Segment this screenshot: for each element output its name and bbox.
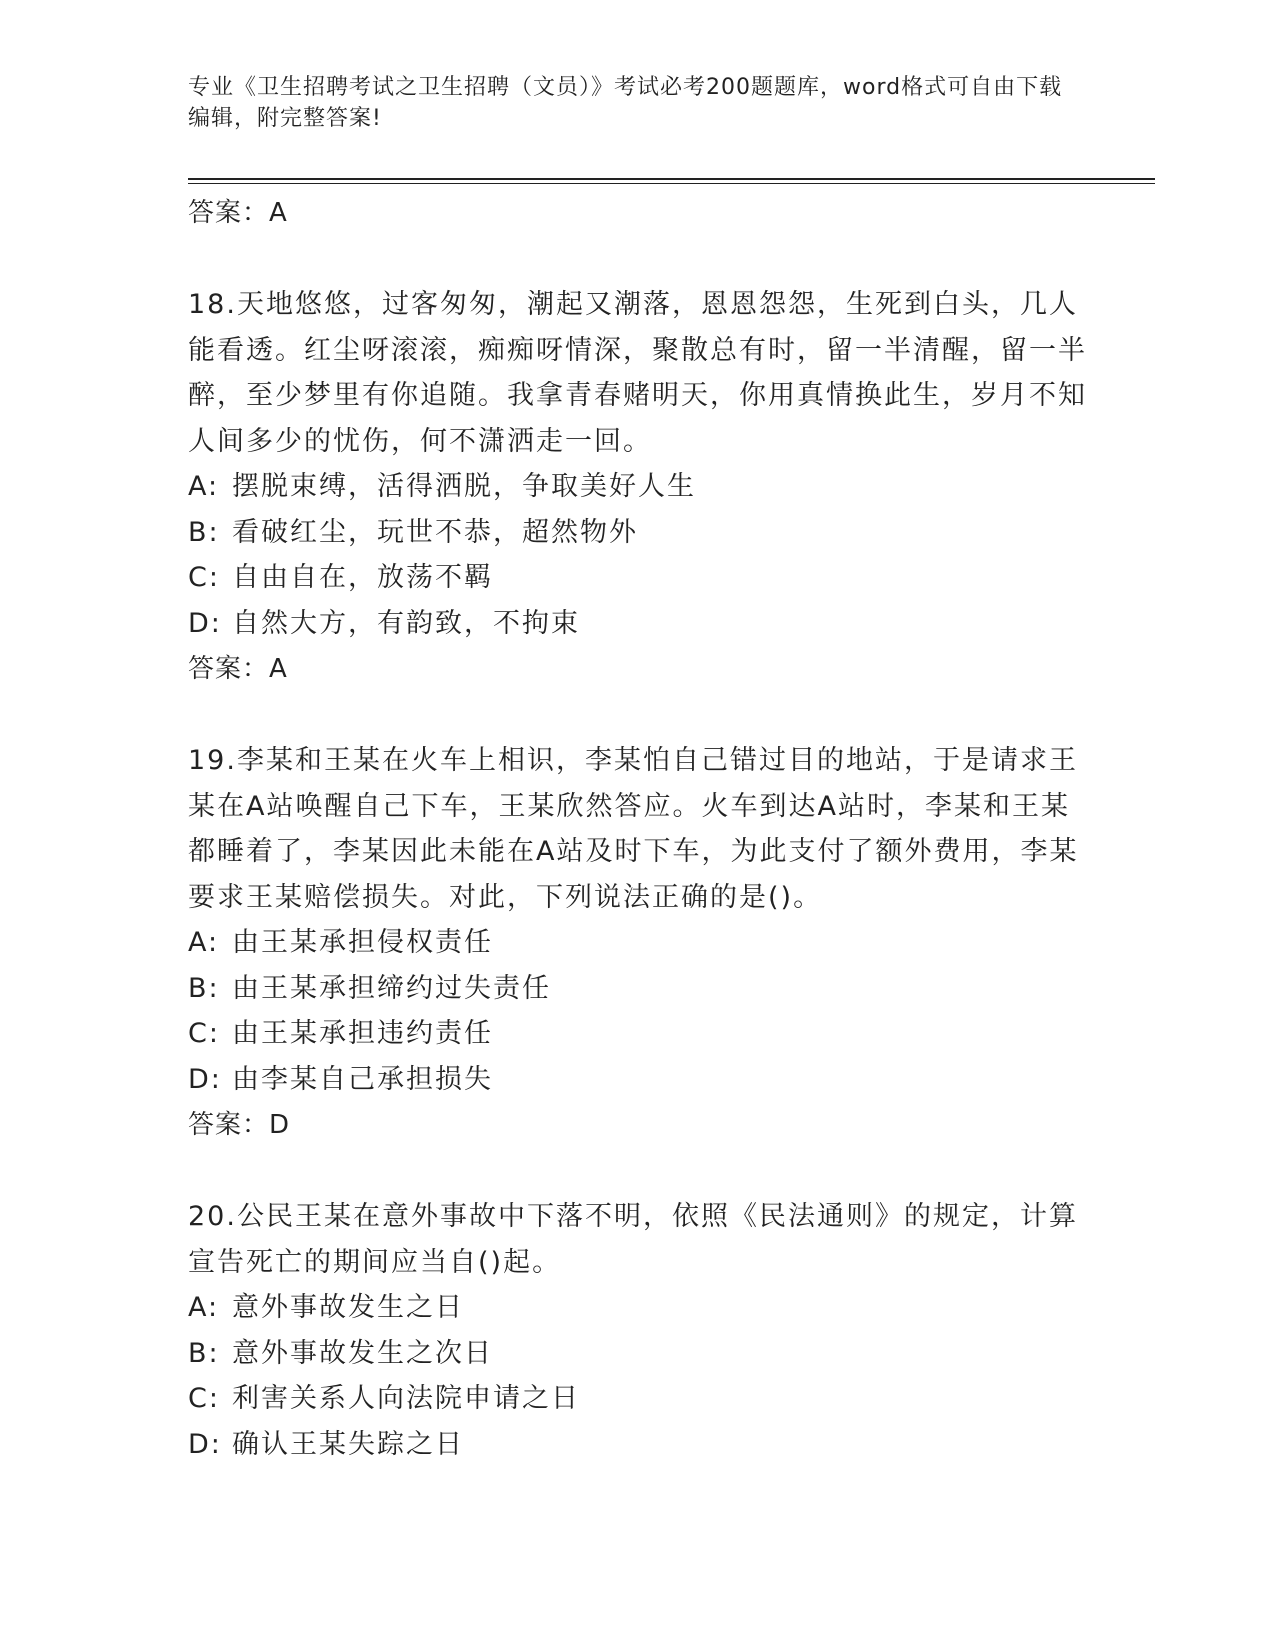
option-text: 由王某承担违约责任: [232, 1018, 493, 1049]
option-text: 看破红尘，玩世不恭，超然物外: [232, 516, 638, 548]
option-b: [188, 1331, 1088, 1377]
option-d: [188, 601, 1088, 647]
option-letter: D:: [188, 1428, 222, 1460]
option-letter: A:: [188, 471, 220, 502]
option-text: 摆脱束缚，活得洒脱，争取美好人生: [232, 471, 696, 502]
page-header: 专业《卫生招聘考试之卫生招聘（文员）》考试必考200题题库，word格式可自由下载编辑，附完整答案!: [188, 75, 1063, 131]
question-text: 20.公民王某在意外事故中下落不明，依照《民法通则》的规定，计算宣告死亡的期间应当自()起。: [188, 1201, 1078, 1278]
question-text: 18.天地悠悠，过客匆匆，潮起又潮落，恩恩怨怨，生死到白头，几人能看透。红尘呀滚滚，痴痴呀情深，聚散总有时，留一半清醒，留一半醉，至少梦里有你追随。我拿青春赌明天，你用真情换此生，岁月不知人间多少的忧伤，何不潇洒走一回。: [188, 289, 1087, 457]
option-letter: B:: [188, 1337, 220, 1369]
question-block: [188, 738, 1088, 1148]
option-letter: C:: [188, 1383, 220, 1414]
option-text: 确认王某失踪之日: [232, 1428, 464, 1460]
option-text: 利害关系人向法院申请之日: [232, 1383, 580, 1414]
option-text: 由李某自己承担损失: [232, 1063, 493, 1095]
option-d: [188, 1057, 1088, 1103]
answer-line: 答案：D: [188, 1110, 291, 1140]
header-divider: [188, 178, 1155, 180]
option-text: 自然大方，有韵致，不拘束: [232, 607, 580, 639]
option-text: 自由自在，放荡不羁: [232, 562, 493, 593]
question-block: [188, 1194, 1088, 1467]
option-d: [188, 1422, 1088, 1468]
option-letter: A:: [188, 927, 220, 958]
answer-line: 答案：A: [188, 654, 288, 684]
option-a: [188, 464, 1088, 510]
option-letter: B:: [188, 516, 220, 548]
option-c: [188, 1011, 1088, 1057]
option-letter: B:: [188, 972, 220, 1004]
question-text: 19.李某和王某在火车上相识，李某怕自己错过目的地站，于是请求王某在A站唤醒自己下车，王某欣然答应。火车到达A站时，李某和王某都睡着了，李某因此未能在A站及时下车，为此支付了额外费用，李某要求王某赔偿损失。对此，下列说法正确的是()。: [188, 745, 1079, 913]
option-letter: D:: [188, 1063, 222, 1095]
question-block: [188, 282, 1088, 692]
option-text: 由王某承担缔约过失责任: [232, 972, 551, 1004]
option-text: 意外事故发生之次日: [232, 1337, 493, 1369]
option-letter: A:: [188, 1292, 220, 1323]
header-divider-thin: [188, 183, 1155, 184]
option-letter: C:: [188, 1018, 220, 1049]
option-text: 由王某承担侵权责任: [232, 927, 493, 958]
option-a: [188, 920, 1088, 966]
option-letter: D:: [188, 607, 222, 639]
option-b: [188, 966, 1088, 1012]
document-content: [188, 190, 1088, 1467]
option-b: [188, 510, 1088, 556]
option-text: 意外事故发生之日: [232, 1292, 464, 1323]
option-letter: C:: [188, 562, 220, 593]
option-c: [188, 1376, 1088, 1422]
answer-line: 答案：A: [188, 198, 288, 228]
option-c: [188, 555, 1088, 601]
option-a: [188, 1285, 1088, 1331]
